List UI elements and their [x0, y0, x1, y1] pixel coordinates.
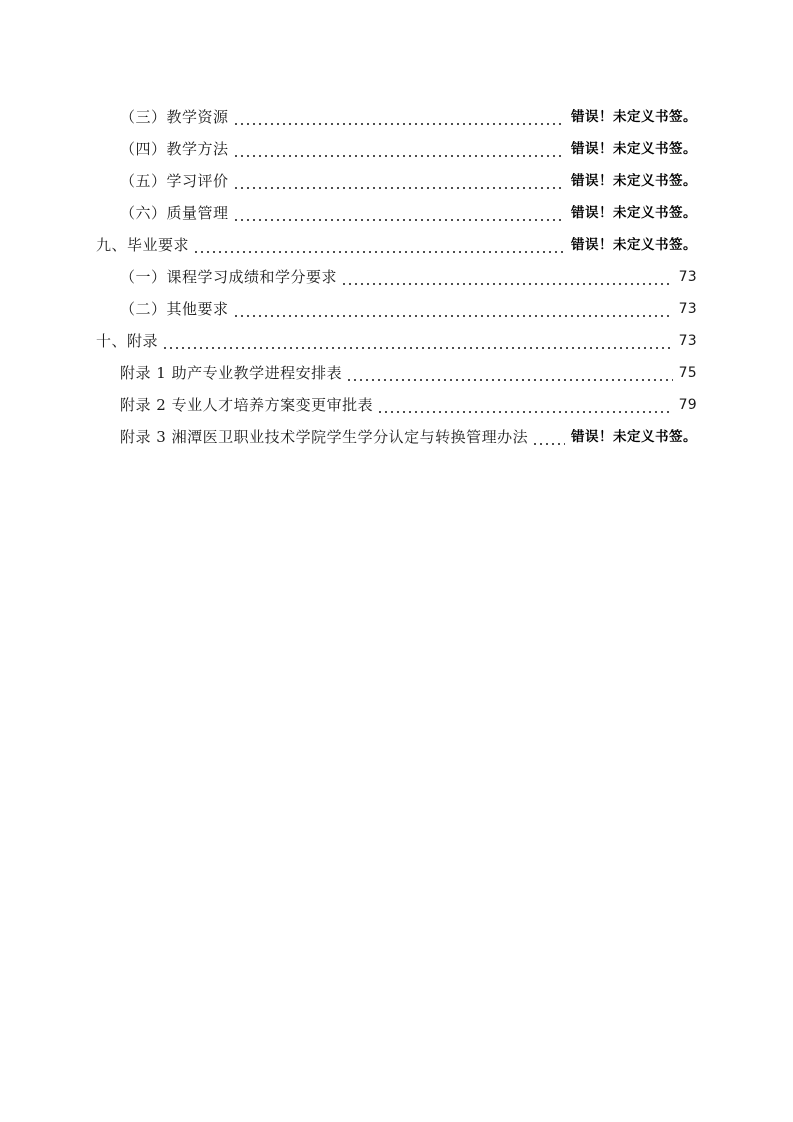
toc-entry-page: 错误！未定义书签。: [571, 429, 697, 445]
dot-leader: [346, 363, 672, 383]
dot-leader: [377, 395, 672, 415]
dot-leader: [162, 331, 673, 351]
toc-entry-page: 73: [678, 269, 697, 285]
toc-entry-title: （三）教学资源: [120, 108, 229, 126]
dot-leader: [193, 235, 565, 255]
toc-entry-title: （二）其他要求: [120, 300, 229, 318]
toc-entry-quality-management[interactable]: [120, 199, 697, 223]
toc-entry-page: 错误！未定义书签。: [571, 109, 697, 125]
toc-entry-title: 附录 2 专业人才培养方案变更审批表: [120, 396, 374, 414]
toc-entry-appendix-1[interactable]: [120, 359, 697, 383]
toc-entry-graduation-requirements[interactable]: [96, 231, 697, 255]
toc-entry-title: （五）学习评价: [120, 172, 229, 190]
toc-entry-title: （一）课程学习成绩和学分要求: [120, 268, 338, 286]
toc-entry-page: 73: [678, 333, 697, 349]
toc-entry-title: （四）教学方法: [120, 140, 229, 158]
toc-entry-course-grades-credits[interactable]: [120, 263, 697, 287]
toc-entry-page: 75: [678, 365, 697, 381]
toc-entry-appendix[interactable]: [96, 327, 697, 351]
dot-leader: [233, 299, 673, 319]
toc-entry-title: （六）质量管理: [120, 204, 229, 222]
dot-leader: [341, 267, 673, 287]
toc-entry-teaching-methods[interactable]: [120, 135, 697, 159]
toc-entry-page: 错误！未定义书签。: [571, 237, 697, 253]
toc-entry-teaching-resources[interactable]: [120, 103, 697, 127]
toc-entry-page: 错误！未定义书签。: [571, 141, 697, 157]
dot-leader: [233, 139, 565, 159]
toc-entry-page: 79: [678, 397, 697, 413]
toc-entry-title: 九、毕业要求: [96, 236, 190, 254]
dot-leader: [233, 107, 565, 127]
toc-entry-title: 附录 3 湘潭医卫职业技术学院学生学分认定与转换管理办法: [120, 428, 529, 446]
toc-entry-title: 十、附录: [96, 332, 159, 350]
toc-entry-page: 错误！未定义书签。: [571, 205, 697, 221]
toc-entry-learning-evaluation[interactable]: [120, 167, 697, 191]
toc-entry-page: 73: [678, 301, 697, 317]
toc-entry-appendix-2[interactable]: [120, 391, 697, 415]
dot-leader: [233, 203, 565, 223]
toc-entry-appendix-3[interactable]: [120, 423, 697, 447]
toc-entry-title: 附录 1 助产专业教学进程安排表: [120, 364, 343, 382]
toc-entry-page: 错误！未定义书签。: [571, 173, 697, 189]
toc-entry-other-requirements[interactable]: [120, 295, 697, 319]
dot-leader: [532, 427, 565, 447]
dot-leader: [233, 171, 565, 191]
